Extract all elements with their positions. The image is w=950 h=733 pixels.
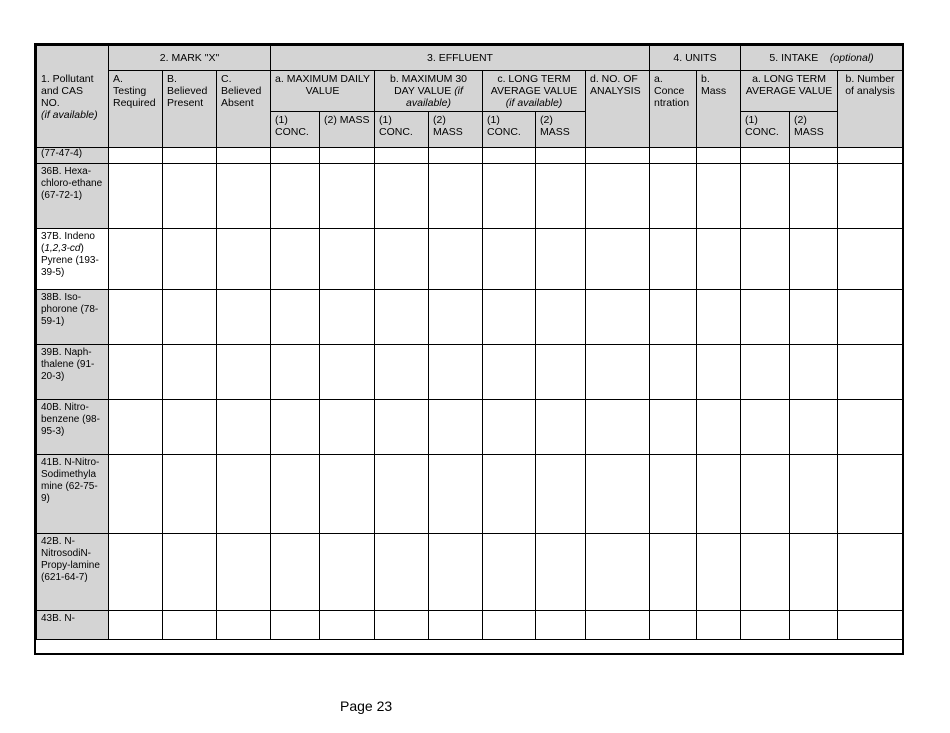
eff-a-mass-cell[interactable]: [320, 611, 375, 640]
eff-c-conc-cell[interactable]: [483, 148, 536, 164]
mark-a-cell[interactable]: [109, 611, 163, 640]
pollutant-header-sub1: and CAS: [41, 84, 84, 97]
mark-a-cell[interactable]: [109, 290, 163, 345]
mark-c-cell[interactable]: [217, 455, 271, 534]
eff-b-conc-cell[interactable]: [375, 148, 429, 164]
form-table-frame: [34, 43, 904, 655]
eff-max-30day-optional: (if available): [406, 85, 463, 109]
units-conc-cell[interactable]: [650, 290, 697, 345]
pollutant-cell: 43B. N-: [37, 611, 109, 640]
mark-c-cell[interactable]: [217, 164, 271, 229]
mark-a-cell[interactable]: [109, 455, 163, 534]
intake-number-cell[interactable]: [838, 455, 903, 534]
eff-long-term-title: c. LONG TERM AVERAGE VALUE: [490, 73, 578, 97]
eff-c-mass-cell[interactable]: [536, 534, 586, 611]
mark-c-cell[interactable]: [217, 400, 271, 455]
pollutant-header-title: 1. Pollutant: [41, 72, 94, 85]
units-mass-header: b. Mass: [697, 71, 741, 148]
eff-a-mass-cell[interactable]: [320, 229, 375, 290]
intake-number-cell[interactable]: [838, 148, 903, 164]
table-row: [37, 611, 903, 640]
eff-c-mass-cell[interactable]: [536, 455, 586, 534]
pollutant-form-table: [36, 45, 903, 640]
eff-c-mass-cell[interactable]: [536, 229, 586, 290]
eff-c-conc-cell[interactable]: [483, 290, 536, 345]
intake-conc-cell[interactable]: [741, 400, 790, 455]
units-conc-cell[interactable]: [650, 455, 697, 534]
mark-b-cell[interactable]: [163, 455, 217, 534]
eff-b-conc-cell[interactable]: [375, 290, 429, 345]
intake-mass-cell[interactable]: [790, 345, 838, 400]
eff-c-mass-cell[interactable]: [536, 290, 586, 345]
table-row: [37, 345, 903, 400]
intake-conc-cell[interactable]: [741, 455, 790, 534]
eff-d-cell[interactable]: [586, 455, 650, 534]
mark-a-cell[interactable]: [109, 345, 163, 400]
intake-conc-cell[interactable]: [741, 229, 790, 290]
intake-number-analysis-header: b. Number of analysis: [838, 71, 903, 148]
intake-title: 5. INTAKE: [769, 52, 819, 64]
units-mass-cell[interactable]: [697, 164, 741, 229]
units-header: 4. UNITS: [650, 46, 741, 71]
mark-c-cell[interactable]: [217, 611, 271, 640]
intake-optional: (optional): [829, 52, 874, 64]
table-row: [37, 148, 903, 164]
table-row: [37, 229, 903, 290]
eff-long-term-optional: (if available): [505, 97, 563, 109]
eff-b-mass-cell[interactable]: [429, 400, 483, 455]
intake-number-cell[interactable]: [838, 345, 903, 400]
units-conc-cell[interactable]: [650, 400, 697, 455]
eff-a-conc-cell[interactable]: [271, 164, 320, 229]
pollutant-cell: (77-47-4): [37, 148, 109, 164]
table-row: [37, 534, 903, 611]
eff-a-conc-cell[interactable]: [271, 290, 320, 345]
units-conc-cell[interactable]: [650, 345, 697, 400]
intake-conc-cell[interactable]: [741, 290, 790, 345]
units-conc-cell[interactable]: [650, 229, 697, 290]
mark-b-cell[interactable]: [163, 400, 217, 455]
eff-a-mass-cell[interactable]: [320, 164, 375, 229]
eff-c-mass-header: (2) MASS: [536, 112, 586, 148]
eff-max-daily-header: a. MAXIMUM DAILY VALUE: [271, 71, 375, 112]
eff-d-cell[interactable]: [586, 148, 650, 164]
eff-d-cell[interactable]: [586, 229, 650, 290]
units-conc-cell[interactable]: [650, 611, 697, 640]
intake-mass-cell[interactable]: [790, 611, 838, 640]
intake-mass-cell[interactable]: [790, 148, 838, 164]
eff-c-conc-cell[interactable]: [483, 164, 536, 229]
eff-a-mass-cell[interactable]: [320, 534, 375, 611]
mark-c-cell[interactable]: [217, 534, 271, 611]
units-mass-cell[interactable]: [697, 229, 741, 290]
units-mass-cell[interactable]: [697, 534, 741, 611]
intake-number-cell[interactable]: [838, 534, 903, 611]
eff-b-conc-cell[interactable]: [375, 534, 429, 611]
intake-long-term-header: a. LONG TERM AVERAGE VALUE: [741, 71, 838, 112]
mark-c-cell[interactable]: [217, 345, 271, 400]
eff-d-cell[interactable]: [586, 534, 650, 611]
eff-c-mass-cell[interactable]: [536, 164, 586, 229]
intake-mass-header: (2) MASS: [790, 112, 838, 148]
eff-a-mass-cell[interactable]: [320, 455, 375, 534]
eff-b-conc-cell[interactable]: [375, 229, 429, 290]
eff-b-mass-cell[interactable]: [429, 611, 483, 640]
eff-a-conc-header: (1) CONC.: [271, 112, 320, 148]
mark-b-cell[interactable]: [163, 611, 217, 640]
eff-max-30day-title: b. MAXIMUM 30 DAY VALUE: [389, 73, 468, 97]
eff-a-mass-cell[interactable]: [320, 400, 375, 455]
eff-c-mass-cell[interactable]: [536, 148, 586, 164]
eff-c-conc-cell[interactable]: [483, 400, 536, 455]
mark-b-header: B. Believed Present: [163, 71, 217, 148]
intake-mass-cell[interactable]: [790, 229, 838, 290]
eff-no-analysis-header: d. NO. OF ANALYSIS: [586, 71, 650, 148]
units-mass-cell[interactable]: [697, 345, 741, 400]
pollutant-cell: [37, 229, 109, 290]
eff-a-conc-cell[interactable]: [271, 229, 320, 290]
eff-a-conc-cell[interactable]: [271, 148, 320, 164]
eff-a-conc-cell[interactable]: [271, 345, 320, 400]
intake-conc-cell[interactable]: [741, 345, 790, 400]
eff-max-30day-header: [375, 71, 483, 112]
eff-a-mass-cell[interactable]: [320, 290, 375, 345]
mark-b-cell[interactable]: [163, 534, 217, 611]
mark-c-cell[interactable]: [217, 148, 271, 164]
mark-a-cell[interactable]: [109, 534, 163, 611]
mark-b-cell[interactable]: [163, 345, 217, 400]
units-conc-cell[interactable]: [650, 164, 697, 229]
pollutant-header-sub3: (if available): [41, 108, 98, 121]
intake-mass-cell[interactable]: [790, 534, 838, 611]
eff-b-conc-cell[interactable]: [375, 345, 429, 400]
eff-b-mass-cell[interactable]: [429, 290, 483, 345]
eff-a-conc-cell[interactable]: [271, 455, 320, 534]
pollutant-italic: 1,2,3-cd: [44, 243, 81, 254]
intake-number-cell[interactable]: [838, 290, 903, 345]
eff-c-conc-cell[interactable]: [483, 534, 536, 611]
pollutant-prefix: 37B. Indeno (: [41, 231, 95, 254]
pollutant-header-sub2: NO.: [41, 96, 60, 109]
eff-b-conc-cell[interactable]: [375, 164, 429, 229]
intake-number-cell[interactable]: [838, 400, 903, 455]
eff-a-conc-cell[interactable]: [271, 400, 320, 455]
mark-a-cell[interactable]: [109, 400, 163, 455]
page-number: Page 23: [340, 698, 393, 714]
eff-b-conc-cell[interactable]: [375, 400, 429, 455]
eff-b-mass-cell[interactable]: [429, 534, 483, 611]
mark-c-cell[interactable]: [217, 229, 271, 290]
intake-mass-cell[interactable]: [790, 455, 838, 534]
eff-d-cell[interactable]: [586, 290, 650, 345]
eff-b-mass-cell[interactable]: [429, 455, 483, 534]
pollutant-cell: 40B. Nitro-benzene (98-95-3): [37, 400, 109, 455]
eff-c-conc-header: (1) CONC.: [483, 112, 536, 148]
eff-b-mass-cell[interactable]: [429, 229, 483, 290]
pollutant-cell: 42B. N-NitrosodiN-Propy-lamine (621-64-7): [37, 534, 109, 611]
units-mass-cell[interactable]: [697, 455, 741, 534]
units-concentration-header: a. Conce ntration: [650, 71, 697, 148]
table-row: [37, 455, 903, 534]
pollutant-cell: 38B. Iso-phorone (78-59-1): [37, 290, 109, 345]
pollutant-cell: 39B. Naph-thalene (91-20-3): [37, 345, 109, 400]
table-row: [37, 290, 903, 345]
eff-c-conc-cell[interactable]: [483, 611, 536, 640]
table-row: [37, 164, 903, 229]
intake-header: [741, 46, 903, 71]
eff-c-conc-cell[interactable]: [483, 229, 536, 290]
effluent-header: 3. EFFLUENT: [271, 46, 650, 71]
intake-conc-cell[interactable]: [741, 611, 790, 640]
eff-d-cell[interactable]: [586, 164, 650, 229]
intake-conc-cell[interactable]: [741, 164, 790, 229]
units-mass-cell[interactable]: [697, 148, 741, 164]
eff-b-mass-cell[interactable]: [429, 148, 483, 164]
mark-a-header: A. Testing Required: [109, 71, 163, 148]
table-row: [37, 400, 903, 455]
eff-a-mass-cell[interactable]: [320, 148, 375, 164]
eff-c-mass-cell[interactable]: [536, 400, 586, 455]
intake-conc-cell[interactable]: [741, 148, 790, 164]
mark-c-header: C. Believed Absent: [217, 71, 271, 148]
units-mass-cell[interactable]: [697, 290, 741, 345]
eff-a-conc-cell[interactable]: [271, 534, 320, 611]
eff-b-conc-header: (1) CONC.: [375, 112, 429, 148]
eff-b-conc-cell[interactable]: [375, 455, 429, 534]
mark-a-cell[interactable]: [109, 148, 163, 164]
eff-b-mass-cell[interactable]: [429, 164, 483, 229]
mark-a-cell[interactable]: [109, 229, 163, 290]
eff-b-mass-header: (2) MASS: [429, 112, 483, 148]
eff-c-conc-cell[interactable]: [483, 455, 536, 534]
intake-conc-cell[interactable]: [741, 534, 790, 611]
units-mass-cell[interactable]: [697, 611, 741, 640]
eff-a-conc-cell[interactable]: [271, 611, 320, 640]
intake-mass-cell[interactable]: [790, 290, 838, 345]
intake-conc-header: (1) CONC.: [741, 112, 790, 148]
eff-d-cell[interactable]: [586, 400, 650, 455]
intake-mass-cell[interactable]: [790, 400, 838, 455]
eff-d-cell[interactable]: [586, 611, 650, 640]
mark-b-cell[interactable]: [163, 229, 217, 290]
eff-c-mass-cell[interactable]: [536, 611, 586, 640]
pollutant-cell: 36B. Hexa-chloro-ethane (67-72-1): [37, 164, 109, 229]
mark-a-cell[interactable]: [109, 164, 163, 229]
eff-b-conc-cell[interactable]: [375, 611, 429, 640]
eff-long-term-header: [483, 71, 586, 112]
intake-number-cell[interactable]: [838, 611, 903, 640]
mark-b-cell[interactable]: [163, 164, 217, 229]
pollutant-cell: 41B. N-Nitro-Sodimethyla mine (62-75-9): [37, 455, 109, 534]
mark-b-cell[interactable]: [163, 148, 217, 164]
eff-c-conc-cell[interactable]: [483, 345, 536, 400]
mark-b-cell[interactable]: [163, 290, 217, 345]
intake-number-cell[interactable]: [838, 229, 903, 290]
units-conc-cell[interactable]: [650, 534, 697, 611]
eff-b-mass-cell[interactable]: [429, 345, 483, 400]
mark-header: 2. MARK "X": [109, 46, 271, 71]
eff-c-mass-cell[interactable]: [536, 345, 586, 400]
mark-c-cell[interactable]: [217, 290, 271, 345]
eff-a-mass-cell[interactable]: [320, 345, 375, 400]
pollutant-suffix: ) Pyrene (193-39-5): [41, 243, 99, 278]
eff-d-cell[interactable]: [586, 345, 650, 400]
pollutant-header: [37, 46, 109, 148]
units-conc-cell[interactable]: [650, 148, 697, 164]
intake-number-cell[interactable]: [838, 164, 903, 229]
eff-a-mass-header: (2) MASS: [320, 112, 375, 148]
units-mass-cell[interactable]: [697, 400, 741, 455]
intake-mass-cell[interactable]: [790, 164, 838, 229]
